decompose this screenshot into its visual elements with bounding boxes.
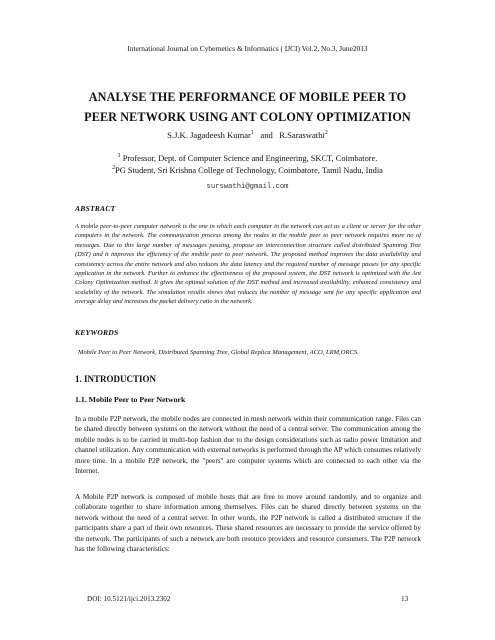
author-1: S.J.K. Jagadeesh Kumar [167,130,251,140]
affiliation-2-text: PG Student, Sri Krishna College of Technology, Coimbatore, Tamil Nadu, India [115,166,383,175]
abstract-heading: ABSTRACT [75,204,116,213]
affiliation-2-sup: 2 [112,165,116,171]
footer-doi: DOI: 10.5121/ijci.2013.2302 [87,595,171,603]
author-2: R.Saraswathi [279,130,325,140]
author-2-sup: 2 [324,130,328,136]
keywords-heading: KEYWORDS [75,328,119,337]
intro-paragraph-1: In a mobile P2P network, the mobile nodes are connected in mesh network within their communication range. Files can be shared directly between systems on the network without the need of a central server. The communication among the mobile nodes is to be carried in multi-hop fashion due to the design considerations such as radio power limitation and channel utilization. Any communication with external networks is performed through the AP which consumes relatively more time. In a mobile P2P network, the "peers" are computer systems which are connected to each other via the Internet. [75,415,421,476]
title-line-2: PEER NETWORK USING ANT COLONY OPTIMIZATION [84,110,411,124]
author-separator: and [260,130,273,140]
running-head: International Journal on Cybernetics & Informatics ( IJCI) Vol.2, No.3, June2013 [127,44,368,53]
author-email: surswathi@gmail.com [206,183,289,191]
intro-paragraph-2: A Mobile P2P network is composed of mobile hosts that are free to move around randomly, and to organize and collaborate together to share information among themselves. Files can be shared directly between systems on the network without the need of a central server. In other words, the P2P network is called a distributed structure if the participants share a part of their own resources. These shared resources are necessary to provide the service offered by the network. The participants of such a network are both resource providers and resource consumers. The P2P network has the following characteristics: [75,493,421,554]
affiliation-2 [0,163,495,176]
author-line [0,130,495,140]
section-heading-introduction: 1. INTRODUCTION [75,374,157,384]
footer-page-number: 13 [401,595,409,603]
abstract-text: A mobile peer-to-peer computer network is the one in which each computer in the network can act as a client or server for the other computers in the network. The communication process among the nodes in the mobile peer to peer network requires more no of messages. Due to this large number of messages passing, propose an interconnection structure called distributed Spanning Tree (DST) and it improves the efficiency of the mobile peer to peer network. The proposed method improves the data availability and consistency across the entire network and also reduces the data latency and the required number of message passes for any specific application in the network. Further to enhance the effectiveness of the proposed system, the DST network is optimized with the Ant Colony Optimization method. It gives the optimal solution of the DST method and increased availability, enhanced consistency and scalability of the network. The simulation results shows that reduces the number of message sent for any specific application and average delay and increases the packet delivery ratio in the network. [75,223,421,306]
affiliation-1-sup: 1 [117,153,121,159]
affiliation-1-text: Professor, Dept. of Computer Science and Engineering, SKCT, Coimbatore. [122,154,378,163]
subsection-heading-mobile-p2p: 1.1. Mobile Peer to Peer Network [75,395,186,404]
keywords-text: Mobile Peer to Peer Network, Distributed Spanning Tree, Global Replica Management, ACO, LRM,ORCS. [78,349,359,356]
paper-title [60,87,435,127]
author-1-sup: 1 [250,130,254,136]
title-line-1: ANALYSE THE PERFORMANCE OF MOBILE PEER TO [88,90,407,104]
